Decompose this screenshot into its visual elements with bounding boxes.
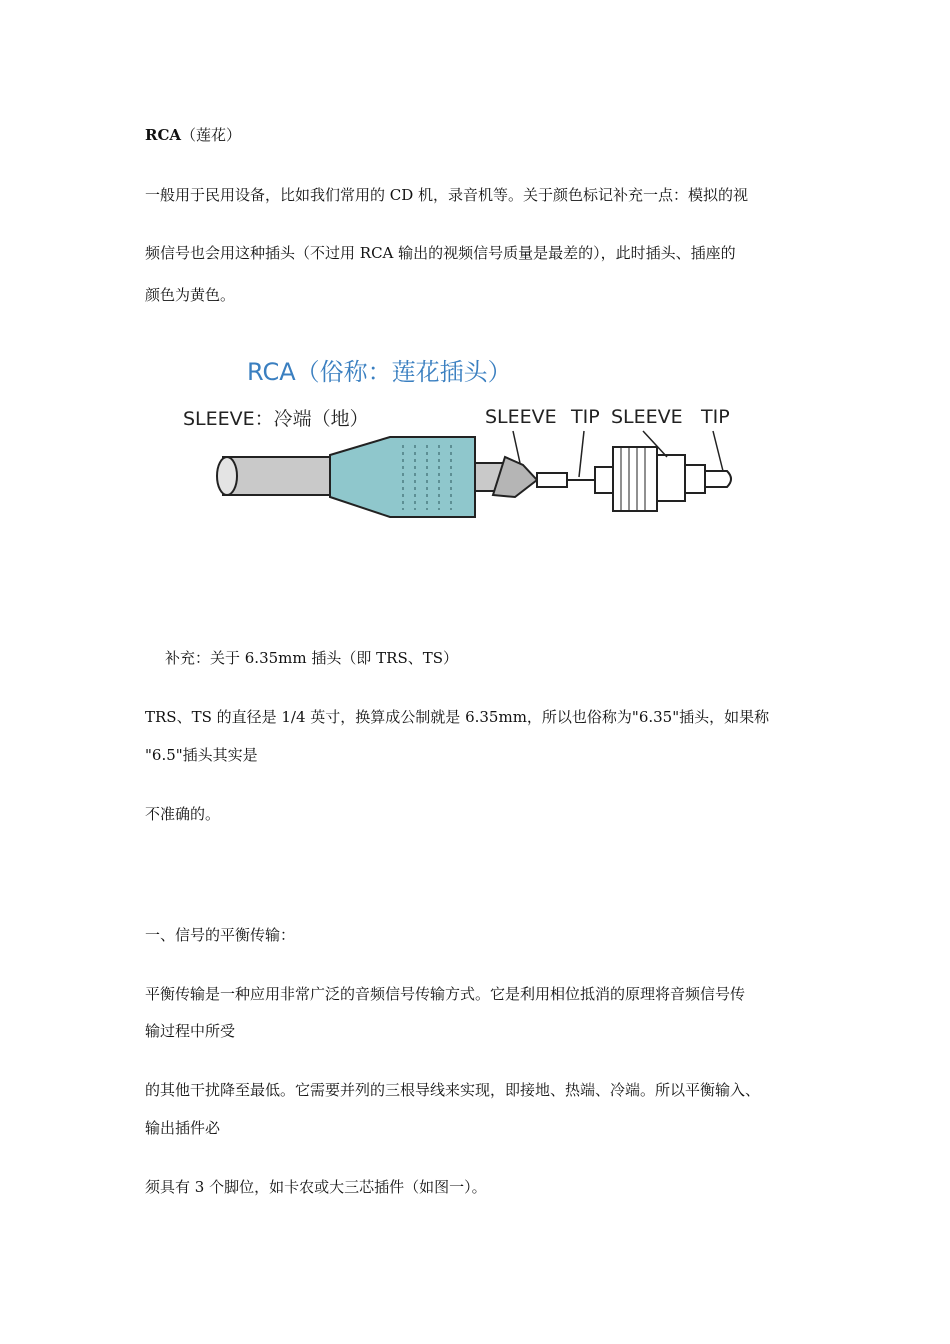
paragraph-line: 频信号也会用这种插头（不过用 RCA 输出的视频信号质量是最差的），此时插头、插座的 <box>145 244 736 262</box>
label-sleeve-1: SLEEVE <box>485 406 557 428</box>
paragraph-line: "6.5"插头其实是 <box>145 746 258 764</box>
paragraph-line: 不准确的。 <box>145 805 221 823</box>
connector-boot <box>330 437 475 517</box>
supplement-title: 补充：关于 6.35mm 插头（即 TRS、TS） <box>165 649 459 667</box>
section-title: 一、信号的平衡传输： <box>145 926 296 944</box>
heading-normal: （莲花） <box>181 126 242 144</box>
rca-plug-diagram <box>175 345 740 530</box>
paragraph-line: 平衡传输是一种应用非常广泛的音频信号传输方式。它是利用相位抵消的原理将音频信号传 <box>145 985 746 1003</box>
paragraph-line: 颜色为黄色。 <box>145 286 236 304</box>
plug-body <box>595 447 731 511</box>
paragraph-line: 的其他干扰降至最低。它需要并列的三根导线来实现，即接地、热端、冷端。所以平衡输入、 <box>145 1081 761 1099</box>
figure-title: RCA（俗称：莲花插头） <box>247 358 512 386</box>
paragraph-line: 输出插件必 <box>145 1119 221 1137</box>
paragraph-line: TRS、TS 的直径是 1/4 英寸，换算成公制就是 6.35mm，所以也俗称为"6.35"插头，如果称 <box>145 708 770 726</box>
paragraph-line: 输过程中所受 <box>145 1022 236 1040</box>
paragraph-line: 须具有 3 个脚位，如卡农或大三芯插件（如图一）。 <box>145 1178 487 1196</box>
paragraph-line: 一般用于民用设备，比如我们常用的 CD 机，录音机等。关于颜色标记补充一点：模拟的视 <box>145 186 749 204</box>
heading <box>145 125 241 145</box>
heading-bold: RCA <box>145 126 182 144</box>
cable-stripped <box>475 457 595 497</box>
label-sleeve-cold: SLEEVE：冷端（地） <box>183 408 369 430</box>
label-tip-2: TIP <box>701 406 730 428</box>
label-tip-1: TIP <box>571 406 600 428</box>
label-sleeve-2: SLEEVE <box>611 406 683 428</box>
cable-left <box>217 457 333 495</box>
rca-plug-figure <box>175 345 740 530</box>
